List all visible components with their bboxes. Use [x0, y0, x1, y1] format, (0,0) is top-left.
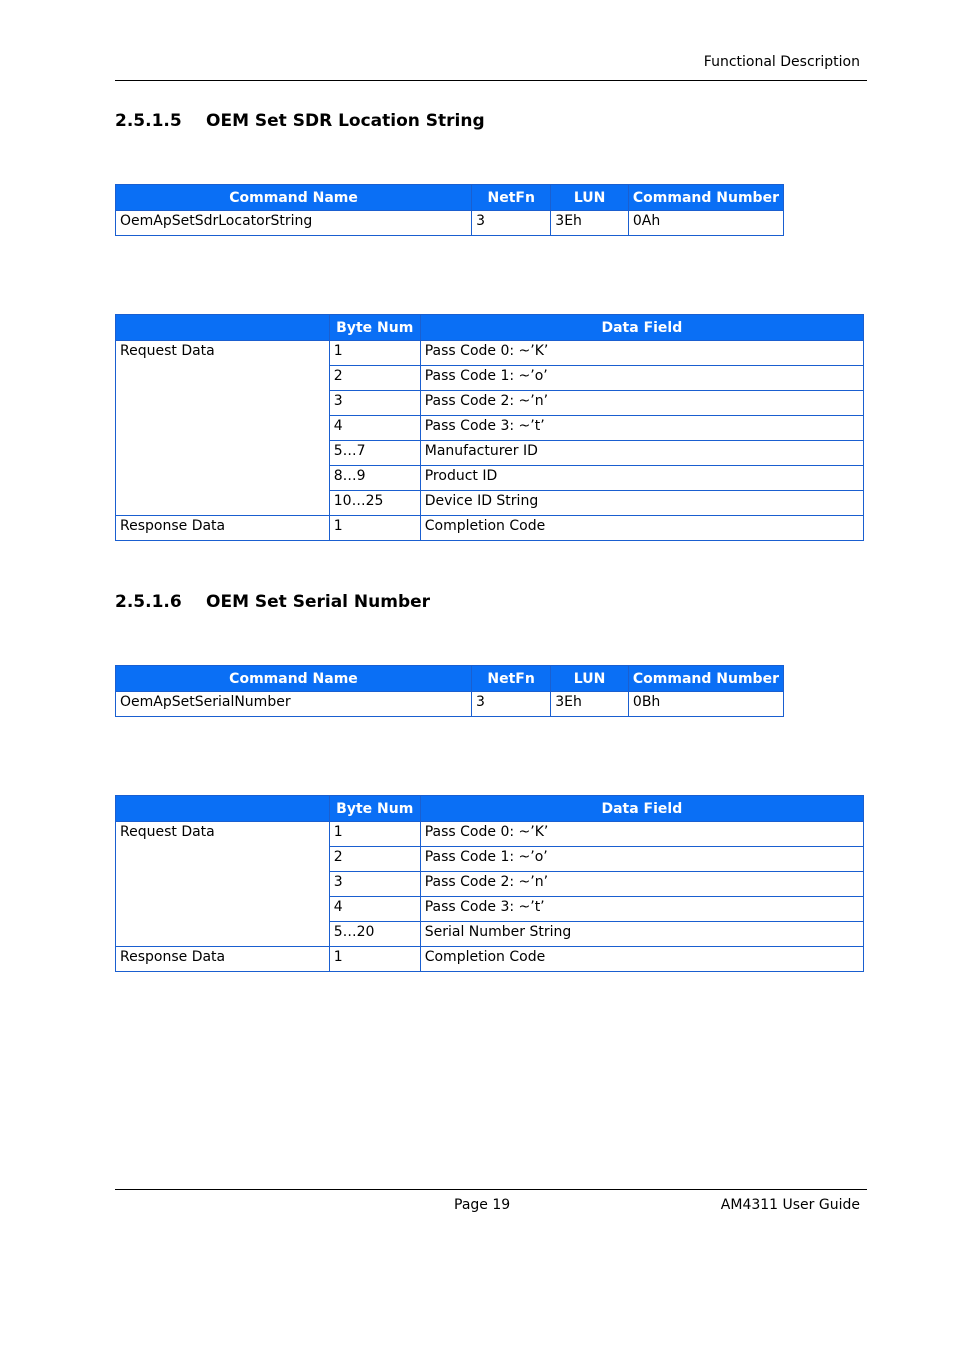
data-field-cell: Pass Code 2: ~’n’ — [420, 391, 863, 416]
header-rule — [115, 80, 867, 81]
section-heading — [115, 592, 430, 612]
page-number: Page 19 — [454, 1197, 511, 1213]
column-header: Data Field — [420, 796, 863, 822]
column-header: Data Field — [420, 315, 863, 341]
column-header — [116, 315, 330, 341]
column-header: Byte Num — [329, 796, 420, 822]
request-data-label: Request Data — [116, 822, 330, 947]
data-field-cell: Pass Code 1: ~’o’ — [420, 366, 863, 391]
command-number-cell: 0Ah — [628, 211, 783, 236]
data-field-cell: Pass Code 0: ~’K’ — [420, 822, 863, 847]
column-header: NetFn — [472, 185, 551, 211]
byte-num-cell: 1 — [329, 516, 420, 541]
data-field-cell: Pass Code 3: ~’t’ — [420, 416, 863, 441]
byte-num-cell: 3 — [329, 872, 420, 897]
table-header-row — [116, 666, 784, 692]
response-data-label: Response Data — [116, 516, 330, 541]
command-number-cell: 0Bh — [628, 692, 783, 717]
request-data-label: Request Data — [116, 341, 330, 516]
data-field-cell: Completion Code — [420, 516, 863, 541]
byte-num-cell: 4 — [329, 416, 420, 441]
section-number: 2.5.1.5 — [115, 111, 182, 131]
data-field-cell: Pass Code 3: ~’t’ — [420, 897, 863, 922]
table-row — [116, 341, 864, 366]
running-header: Functional Description — [703, 54, 860, 70]
byte-num-cell: 2 — [329, 847, 420, 872]
lun-cell: 3Eh — [551, 692, 629, 717]
netfn-cell: 3 — [472, 211, 551, 236]
data-field-cell: Pass Code 1: ~’o’ — [420, 847, 863, 872]
column-header: Command Number — [628, 666, 783, 692]
byte-num-cell: 5…20 — [329, 922, 420, 947]
byte-num-cell: 1 — [329, 341, 420, 366]
section-title: OEM Set Serial Number — [206, 592, 431, 612]
data-field-cell: Completion Code — [420, 947, 863, 972]
data-field-cell: Device ID String — [420, 491, 863, 516]
column-header: LUN — [551, 666, 629, 692]
byte-num-cell: 4 — [329, 897, 420, 922]
section-heading — [115, 111, 485, 131]
column-header: Byte Num — [329, 315, 420, 341]
lun-cell: 3Eh — [551, 211, 629, 236]
section-title: OEM Set SDR Location String — [206, 111, 485, 131]
column-header: Command Number — [628, 185, 783, 211]
byte-num-cell: 3 — [329, 391, 420, 416]
table-header-row — [116, 185, 784, 211]
command-table — [115, 184, 784, 236]
data-field-cell: Serial Number String — [420, 922, 863, 947]
footer-rule — [115, 1189, 867, 1190]
column-header — [116, 796, 330, 822]
data-field-cell: Product ID — [420, 466, 863, 491]
data-field-cell: Manufacturer ID — [420, 441, 863, 466]
table-header-row — [116, 796, 864, 822]
section-number: 2.5.1.6 — [115, 592, 182, 612]
column-header: LUN — [551, 185, 629, 211]
response-data-label: Response Data — [116, 947, 330, 972]
table-row — [116, 692, 784, 717]
table-row — [116, 516, 864, 541]
column-header: Command Name — [116, 666, 472, 692]
byte-num-cell: 10…25 — [329, 491, 420, 516]
byte-num-cell: 2 — [329, 366, 420, 391]
command-name-cell: OemApSetSdrLocatorString — [116, 211, 472, 236]
byte-num-cell: 1 — [329, 822, 420, 847]
byte-num-cell: 8…9 — [329, 466, 420, 491]
command-table — [115, 665, 784, 717]
byte-num-cell: 5…7 — [329, 441, 420, 466]
netfn-cell: 3 — [471, 692, 550, 717]
byte-num-cell: 1 — [329, 947, 420, 972]
command-name-cell: OemApSetSerialNumber — [116, 692, 472, 717]
column-header: Command Name — [116, 185, 472, 211]
data-field-cell: Pass Code 0: ~’K’ — [420, 341, 863, 366]
data-field-table — [115, 314, 864, 541]
table-header-row — [116, 315, 864, 341]
table-row — [116, 822, 864, 847]
table-row — [116, 211, 784, 236]
data-field-cell: Pass Code 2: ~’n’ — [420, 872, 863, 897]
data-field-table — [115, 795, 864, 972]
document-title: AM4311 User Guide — [720, 1197, 860, 1213]
table-row — [116, 947, 864, 972]
column-header: NetFn — [471, 666, 550, 692]
